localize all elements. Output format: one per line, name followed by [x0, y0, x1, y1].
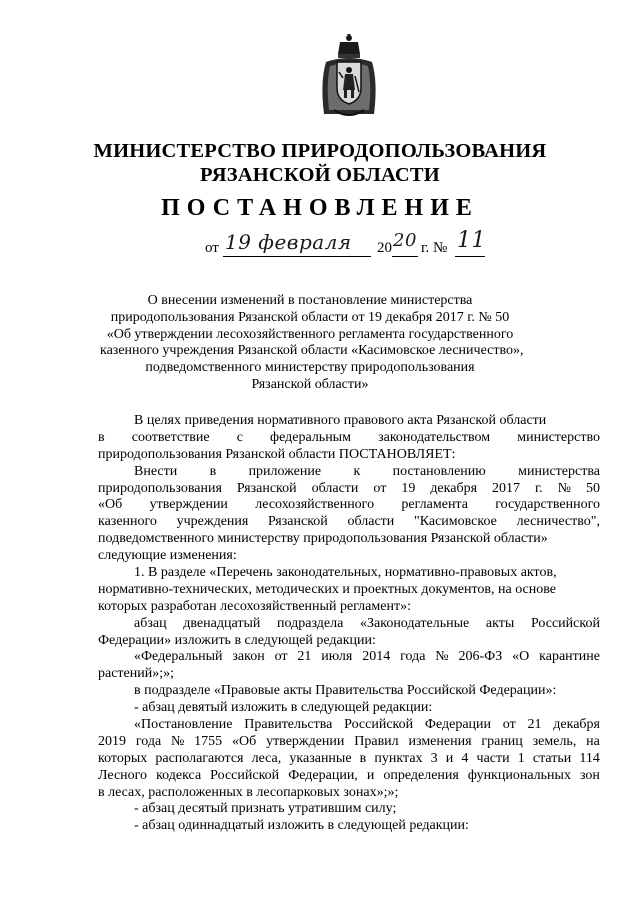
- body-word: от: [373, 480, 387, 496]
- body-word: карантине: [539, 649, 600, 665]
- body-line-justified: [98, 464, 600, 481]
- body-word: министерства: [518, 463, 600, 479]
- year-prefix: 20: [377, 240, 392, 256]
- body-line-justified: [98, 734, 600, 751]
- body-word: соответствие: [131, 429, 210, 445]
- body-word: акты: [485, 615, 515, 631]
- body-line-justified: [98, 768, 600, 785]
- subject-line: «Об утверждении лесохозяйственного регламента государственного: [106, 326, 514, 342]
- body-line: которых разработан лесохозяйственный регламент»:: [98, 598, 411, 614]
- body-word: Лесного: [98, 767, 148, 783]
- date-underline: [223, 256, 371, 257]
- body-word: государственного: [495, 497, 600, 513]
- body-word: июля: [321, 649, 353, 665]
- body-word: от: [274, 649, 288, 665]
- document-title: ПОСТАНОВЛЕНИЕ: [161, 195, 479, 221]
- body-line-justified: [98, 717, 600, 734]
- body-word: Российской: [344, 717, 414, 733]
- body-word: года: [135, 733, 162, 749]
- body-word: изменения: [408, 733, 472, 749]
- body-word: Внести: [134, 463, 178, 479]
- document-subject: [100, 293, 524, 394]
- body-word: декабря: [553, 717, 600, 733]
- body-line: следующие изменения:: [98, 548, 237, 564]
- body-word: Рязанской: [268, 514, 328, 530]
- year-underline: [392, 256, 418, 257]
- body-word: 1: [517, 750, 525, 766]
- body-word: определения: [383, 767, 459, 783]
- body-word: части: [476, 750, 510, 766]
- body-word: в: [359, 750, 367, 766]
- coat-of-arms-emblem: [318, 32, 380, 124]
- body-line-justified: [98, 514, 600, 531]
- body-line-justified: [98, 430, 600, 447]
- body-line: В целях приведения нормативного правового акта Рязанской области: [134, 413, 547, 428]
- body-line: - абзац девятый изложить в следующей редакции:: [134, 700, 433, 716]
- ministry-name-line2: РЯЗАНСКОЙ ОБЛАСТИ: [200, 164, 440, 186]
- body-word: 4: [461, 750, 469, 766]
- body-word: «О: [512, 649, 530, 665]
- body-word: 2014: [362, 649, 391, 665]
- body-word: границ: [481, 733, 523, 749]
- body-line-justified: [98, 481, 600, 498]
- body-word: природопользования: [98, 480, 222, 496]
- body-line-justified: [98, 497, 600, 514]
- body-line: - абзац десятый признать утратившим силу;: [134, 801, 397, 817]
- body-word: леса,: [251, 750, 282, 766]
- body-word: «Об: [232, 733, 257, 749]
- body-line: подведомственного министерству природопользования Рязанской области»: [98, 531, 548, 547]
- body-word: Рязанской: [236, 480, 297, 496]
- body-word: 114: [579, 750, 600, 766]
- body-word: постановлению: [392, 463, 486, 479]
- body-word: лесохозяйственного: [255, 497, 375, 513]
- body-line-justified: [98, 751, 600, 768]
- subject-line: О внесении изменений в постановление министерства: [147, 293, 473, 308]
- body-word: 206-ФЗ: [458, 649, 503, 665]
- date-prefix: от: [205, 240, 219, 256]
- body-word: статьи: [532, 750, 572, 766]
- body-word: абзац: [134, 615, 167, 631]
- body-word: приложение: [248, 463, 322, 479]
- body-word: 19: [401, 480, 416, 496]
- body-word: утверждении: [149, 497, 228, 513]
- body-word: казенного: [98, 514, 157, 530]
- body-word: закон: [232, 649, 265, 665]
- body-word: и: [445, 750, 454, 766]
- body-word: «Законодательные: [360, 615, 470, 631]
- body-word: декабря: [430, 480, 478, 496]
- body-word: "Касимовское: [414, 514, 497, 530]
- body-word: Федерации: [424, 717, 492, 733]
- body-word: Правил: [354, 733, 399, 749]
- body-word: к: [353, 463, 361, 479]
- body-word: №: [557, 480, 571, 496]
- body-word: области: [311, 480, 359, 496]
- body-line: в подразделе «Правовые акты Правительства Российской Федерации»:: [134, 683, 557, 699]
- body-word: федеральным: [270, 429, 351, 445]
- body-word: от: [502, 717, 516, 733]
- body-word: 50: [585, 480, 600, 496]
- number-underline: [455, 256, 485, 257]
- body-word: подраздела: [277, 615, 344, 631]
- handwritten-date: 19 февраля: [225, 230, 352, 254]
- body-word: №: [435, 649, 449, 665]
- body-line: нормативно-технических, методических и проектных документов, на основе: [98, 581, 557, 597]
- body-word: «Об: [98, 497, 123, 513]
- body-word: которых: [98, 750, 148, 766]
- body-word: 3: [430, 750, 438, 766]
- body-word: Российской: [210, 767, 280, 783]
- body-line-justified: [98, 649, 600, 666]
- body-line: в лесах, расположенных в лесопарковых зонах»;»;: [98, 784, 399, 800]
- body-line: 1. В разделе «Перечень законодательных, нормативно-правовых актов,: [134, 565, 557, 581]
- body-word: 2019: [98, 733, 126, 749]
- body-word: №: [170, 733, 185, 749]
- subject-line: подведомственного министерству природопользования: [145, 360, 475, 376]
- body-word: и: [366, 767, 375, 783]
- body-word: Российской: [530, 615, 600, 631]
- body-word: 21: [297, 649, 312, 665]
- body-line: растений»;»;: [98, 666, 175, 682]
- date-number-line: [205, 228, 505, 258]
- subject-line: Рязанской области»: [251, 376, 369, 392]
- body-line: Федерации» изложить в следующей редакции:: [98, 632, 376, 648]
- document-body: [98, 413, 600, 835]
- body-line: природопользования Рязанской области ПОСТАНОВЛЯЕТ:: [98, 446, 456, 462]
- number-label: г. №: [421, 240, 448, 256]
- body-word: учреждения: [176, 514, 249, 530]
- body-word: в: [209, 463, 217, 479]
- body-word: располагаются: [155, 750, 244, 766]
- body-word: министерство: [517, 429, 600, 445]
- body-word: на: [586, 733, 600, 749]
- body-word: в: [98, 429, 105, 445]
- body-word: лесничество",: [516, 514, 600, 530]
- body-word: указанные: [289, 750, 352, 766]
- body-word: Правительства: [244, 717, 333, 733]
- body-word: г.: [534, 480, 543, 496]
- ministry-name-line1: МИНИСТЕРСТВО ПРИРОДОПОЛЬЗОВАНИЯ: [93, 140, 547, 162]
- body-word: законодательством: [378, 429, 491, 445]
- body-word: области: [347, 514, 395, 530]
- body-word: земель,: [532, 733, 577, 749]
- body-word: функциональных: [467, 767, 571, 783]
- body-word: с: [236, 429, 243, 445]
- body-line: - абзац одиннадцатый изложить в следующей редакции:: [134, 818, 469, 834]
- handwritten-number: 11: [457, 228, 486, 253]
- body-word: утверждении: [266, 733, 345, 749]
- subject-line: природопользования Рязанской области от 19 декабря 2017 г. № 50: [110, 309, 510, 325]
- body-word: пунктах: [374, 750, 423, 766]
- body-word: 1755: [194, 733, 223, 749]
- body-word: Федерации,: [288, 767, 358, 783]
- handwritten-year: 20: [393, 230, 417, 251]
- body-line-justified: [98, 616, 600, 633]
- subject-line: казенного учреждения Рязанской области «Касимовское лесничество»,: [100, 343, 524, 359]
- body-word: 21: [527, 717, 542, 733]
- body-word: кодекса: [156, 767, 202, 783]
- body-word: зон: [579, 767, 600, 783]
- body-word: «Федеральный: [134, 649, 223, 665]
- body-word: регламента: [401, 497, 468, 513]
- body-word: «Постановление: [134, 717, 233, 733]
- body-word: двенадцатый: [183, 615, 261, 631]
- body-word: 2017: [492, 480, 520, 496]
- body-word: года: [400, 649, 426, 665]
